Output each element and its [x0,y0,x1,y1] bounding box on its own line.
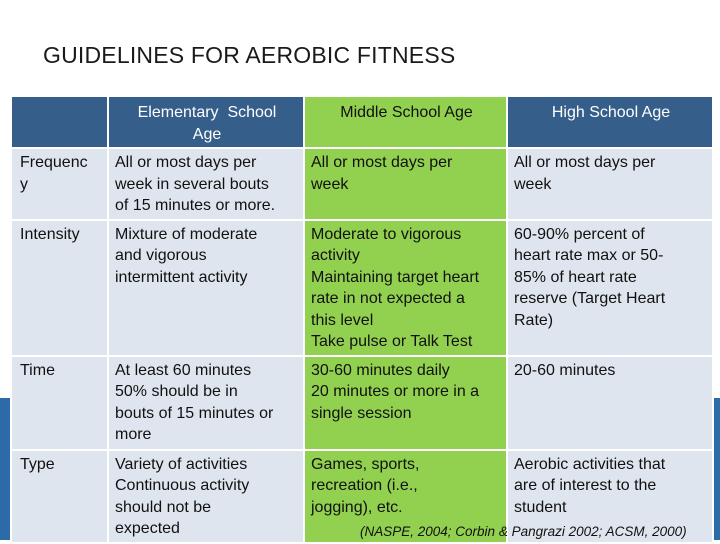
table-row [11,220,713,356]
cell-frequency-high [507,148,713,220]
cell-line: intermittent activity [115,268,248,286]
cell-line: Type [20,455,55,473]
cell-line: week in several bouts [115,175,269,193]
table-row [11,148,713,220]
cell-line: Rate) [514,311,554,329]
cell-line: week [514,175,552,193]
cell-intensity-middle [304,220,507,356]
cell-line: student [514,498,567,516]
cell-line: jogging), etc. [311,498,403,516]
header-elementary-line1: Elementary School [137,104,277,121]
row-label-intensity [11,220,108,356]
cell-intensity-high [507,220,713,356]
cell-line: bouts of 15 minutes or [115,404,274,422]
cell-line: this level [311,311,374,329]
cell-line: Aerobic activities that [514,455,666,473]
header-middle: Middle School Age [304,96,507,148]
cell-line: Time [20,361,55,379]
cell-line: single session [311,404,412,422]
cell-line: reserve (Target Heart [514,290,666,307]
cell-line: All or most days per [115,154,257,171]
cell-line: 60-90% percent of [514,225,645,243]
slide-title: GUIDELINES FOR AEROBIC FITNESS [43,42,456,68]
cell-line: Games, sports, [311,455,420,473]
cell-line: expected [115,520,180,537]
cell-line: activity [311,247,360,264]
cell-line: 20-60 minutes [514,361,616,379]
row-label-time [11,356,108,450]
cell-intensity-elementary [108,220,304,356]
cell-line: Continuous activity [115,477,250,494]
cell-line: Moderate to vigorous [311,225,462,243]
header-elementary-line2: Age [192,125,222,143]
cell-line: 20 minutes or more in a [311,383,480,400]
cell-line: rate in not expected a [311,290,465,307]
cell-line: Maintaining target heart [311,268,480,286]
left-edge-bar [0,398,10,540]
cell-line: of 15 minutes or more. [115,197,276,214]
cell-line: week [311,175,349,193]
cell-line: recreation (i.e., [311,477,418,494]
cell-frequency-middle [304,148,507,220]
cell-line: Take pulse or Talk Test [311,333,473,350]
cell-line: All or most days per [514,154,656,171]
cell-line: 50% should be in [115,383,238,400]
table-row [11,356,713,450]
cell-line: 85% of heart rate [514,268,637,286]
cell-line: should not be [115,498,212,516]
header-high: High School Age [507,96,713,148]
cell-type-elementary [108,450,304,543]
cell-line: All or most days per [311,154,453,171]
cell-line: Variety of activities [115,455,248,473]
cell-time-high [507,356,713,450]
cell-line: more [115,426,152,443]
cell-line: are of interest to the [514,477,657,494]
row-label-type [11,450,108,543]
cell-line: At least 60 minutes [115,361,252,379]
row-label-frequency [11,148,108,220]
cell-time-middle [304,356,507,450]
citation: (NASPE, 2004; Corbin & Pangrazi 2002; ACSM, 2000) [360,524,687,539]
cell-line: and vigorous [115,247,207,264]
cell-line: Frequenc [20,154,88,171]
cell-line: heart rate max or 50- [514,247,664,264]
cell-line: 30-60 minutes daily [311,361,450,379]
cell-frequency-elementary [108,148,304,220]
guidelines-table [10,95,714,544]
header-empty [11,96,108,148]
cell-time-elementary [108,356,304,450]
cell-line: Intensity [20,225,80,243]
cell-line: y [20,175,28,193]
cell-line: Mixture of moderate [115,225,258,243]
header-elementary [108,96,304,148]
